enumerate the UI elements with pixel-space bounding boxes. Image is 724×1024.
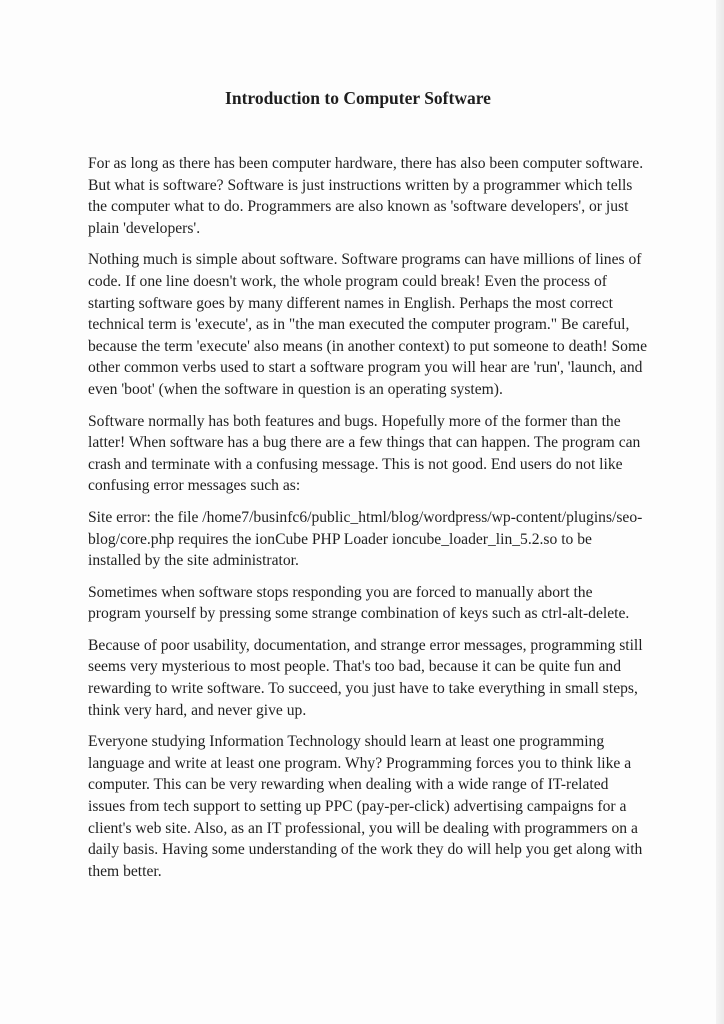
page-title: Introduction to Computer Software (225, 88, 491, 108)
document-body (88, 153, 648, 892)
paragraph-5: Sometimes when software stops responding you are forced to manually abort the program yourself by pressing some strange combination of keys such as ctrl-alt-delete. (88, 583, 630, 623)
paragraph-3: Software normally has both features and bugs. Hopefully more of the former than the latter! When software has a bug there are a few things that can happen. The program can crash and terminate with a confusing message. This is not good. End users do not like confusing error messages such as: (88, 412, 641, 495)
paragraph-7: Everyone studying Information Technology should learn at least one programming language and write at least one program. Why? Programming forces you to think like a computer. This can be very rewarding when dealing with a wide range of IT-related issues from tech support to setting up PPC (pay-per-click) advertising campaigns for a client's web site. Also, as an IT professional, you will be dealing with programmers on a daily basis. Having some understanding of the work they do will help you get along with them better. (88, 733, 643, 880)
page-edge (716, 0, 724, 1024)
paragraph-4: Site error: the file /home7/businfc6/public_html/blog/wordpress/wp-content/plugins/seo-blog/core.php requires the ionCube PHP Loader ioncube_loader_lin_5.2.so to be installed by the site administrator. (88, 508, 643, 570)
paragraph-2: Nothing much is simple about software. Software programs can have millions of lines of code. If one line doesn't work, the whole program could break! Even the process of starting software goes by many different names in English. Perhaps the most correct technical term is 'execute', as in "the man executed the computer program." Be careful, because the term 'execute' also means (in another context) to put someone to death! Some other common verbs used to start a software program you will hear are 'run', 'launch, and even 'boot' (when the software in question is an operating system). (88, 251, 648, 398)
paragraph-1: For as long as there has been computer hardware, there has also been computer software. But what is software? Software is just instructions written by a programmer which tells the computer what to do. Programmers are also known as 'software developers', or just plain 'developers'. (88, 155, 644, 237)
paragraph-6: Because of poor usability, documentation, and strange error messages, programming still seems very mysterious to most people. That's too bad, because it can be quite fun and rewarding to write software. To succeed, you just have to take everything in small steps, think very hard, and never give up. (88, 636, 643, 719)
